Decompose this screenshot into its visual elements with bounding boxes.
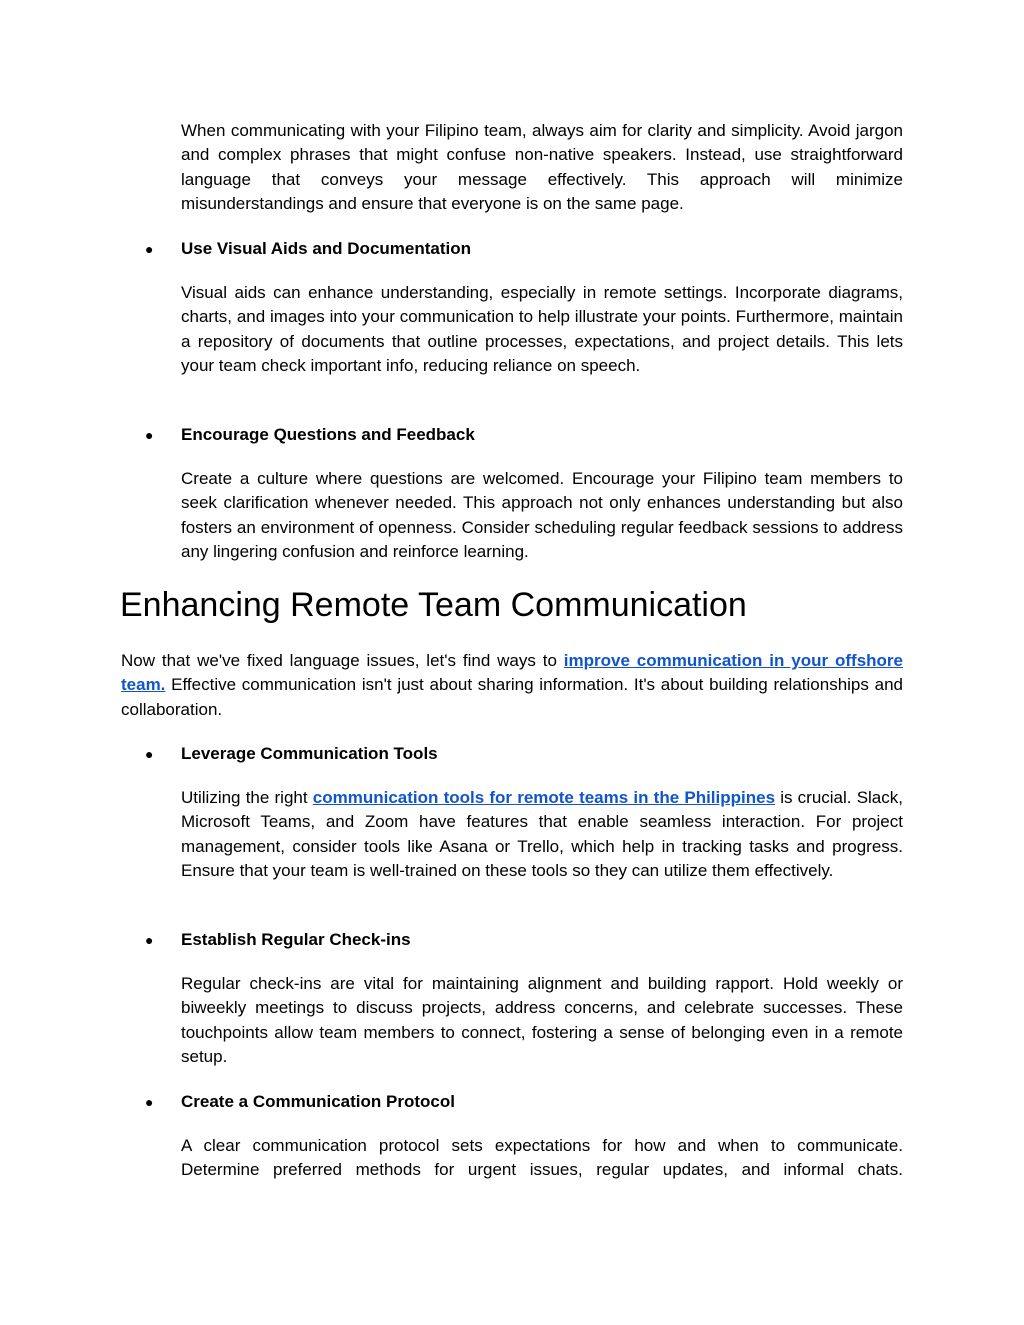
questions-paragraph: Create a culture where questions are welcomed. Encourage your Filipino team members to seek clarification whenever needed. This approach not only enhances understanding but also fosters an environment of openness. Consider scheduling regular feedback sessions to address any lingering confusion and reinforce learning. — [181, 469, 903, 561]
tools-text-after: is crucial. Slack, Microsoft Teams, and Zoom have features that enable seamless interaction. For project management, consider tools like Asana or Trello, which help in tracking tasks and progress. Ensure that your team is well-trained on these tools so they can utilize them effectively. — [181, 788, 903, 880]
bullet-visual-aids — [145, 237, 905, 261]
bullet-title: Leverage Communication Tools — [181, 744, 438, 763]
bullet-icon: ● — [145, 1094, 154, 1110]
bullet-questions — [145, 423, 905, 447]
intro-paragraph: When communicating with your Filipino team, always aim for clarity and simplicity. Avoid jargon and complex phrases that might confuse non-native speakers. Instead, use straightforward language that conveys your message effectively. This approach will minimize misunderstandings and ensure that everyone is on the same page. — [181, 121, 903, 213]
bullet-checkins — [145, 928, 905, 952]
bullet-tools — [145, 742, 905, 766]
visual-aids-paragraph: Visual aids can enhance understanding, especially in remote settings. Incorporate diagrams, charts, and images into your communication to help illustrate your points. Furthermore, maintain a repository of documents that outline processes, expectations, and project details. This lets your team check important info, reducing reliance on speech. — [181, 283, 903, 375]
bullet-title: Create a Communication Protocol — [181, 1092, 455, 1111]
tools-text-before: Utilizing the right — [181, 788, 313, 807]
bullet-protocol — [145, 1090, 905, 1114]
bullet-icon: ● — [145, 241, 154, 257]
bullet-title: Use Visual Aids and Documentation — [181, 239, 472, 258]
bullet-icon: ● — [145, 932, 154, 948]
tools-paragraph — [181, 786, 903, 883]
checkins-paragraph: Regular check-ins are vital for maintaining alignment and building rapport. Hold weekly or biweekly meetings to discuss projects, address concerns, and celebrate successes. These touchpoints allow team members to connect, fostering a sense of belonging even in a remote setup. — [181, 974, 903, 1066]
improve-communication-link[interactable]: improve communication in your offshore team. — [121, 651, 903, 695]
bullet-icon: ● — [145, 427, 154, 443]
bullet-title: Encourage Questions and Feedback — [181, 425, 475, 444]
protocol-paragraph: A clear communication protocol sets expectations for how and when to communicate. Determine preferred methods for urgent issues, regular updates, and informal chats. — [181, 1136, 903, 1180]
section-heading: Enhancing Remote Team Communication — [120, 586, 747, 624]
intro-text-before: Now that we've fixed language issues, let's find ways to — [121, 651, 564, 670]
section-intro-paragraph — [121, 649, 903, 722]
communication-tools-link[interactable]: communication tools for remote teams in the Philippines — [312, 788, 776, 807]
bullet-icon: ● — [145, 746, 154, 762]
intro-text-after: Effective communication isn't just about sharing information. It's about building relationships and collaboration. — [121, 675, 903, 719]
bullet-title: Establish Regular Check-ins — [181, 930, 411, 949]
